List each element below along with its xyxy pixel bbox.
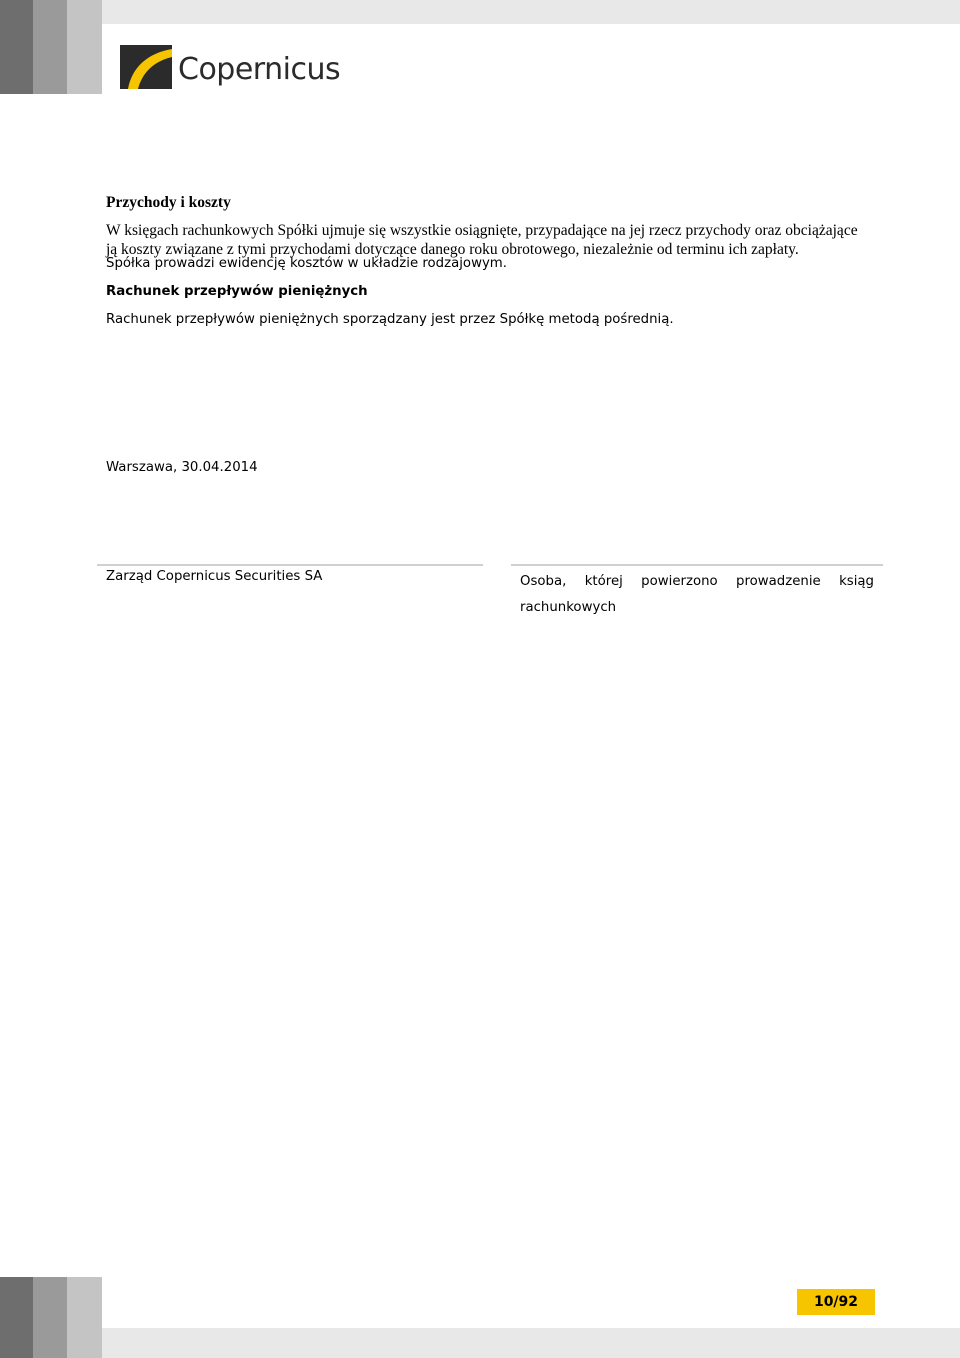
costs-paragraph: Spółka prowadzi ewidencję kosztów w układzie rodzajowym. (106, 256, 507, 271)
header-stripe-3 (67, 0, 102, 94)
accountant-signature-label: Osoba, której powierzono prowadzenie ksiąg rachunkowych (520, 574, 874, 615)
page-number-badge: 10/92 (797, 1289, 875, 1315)
footer-stripe-1 (0, 1277, 33, 1358)
footer-stripe-3 (67, 1277, 102, 1358)
header-bar (102, 0, 960, 24)
revenues-heading: Przychody i koszty (106, 194, 231, 211)
place-date: Warszawa, 30.04.2014 (106, 460, 258, 475)
company-logo (120, 45, 340, 95)
header-stripe-2 (33, 0, 67, 94)
revenues-paragraph (106, 221, 896, 259)
signature-line-right (511, 564, 883, 566)
cashflow-heading: Rachunek przepływów pieniężnych (106, 284, 368, 299)
revenues-paragraph-line-2: ją koszty związane z tymi przychodami dotyczące danego roku obrotowego, niezależnie od terminu ich zapłaty. (106, 241, 799, 258)
logo-wordmark: Copernicus (178, 52, 341, 87)
revenues-paragraph-line-1: W księgach rachunkowych Spółki ujmuje się wszystkie osiągnięte, przypadające na jej rzecz przychody oraz obciążające (106, 222, 858, 239)
logo-mark-icon (120, 45, 172, 89)
header-stripe-1 (0, 0, 33, 94)
board-signature-label: Zarząd Copernicus Securities SA (106, 569, 323, 584)
cashflow-paragraph: Rachunek przepływów pieniężnych sporządzany jest przez Spółkę metodą pośrednią. (106, 312, 674, 327)
footer-stripe-2 (33, 1277, 67, 1358)
footer-bar (102, 1328, 960, 1358)
signature-line-left (97, 564, 483, 566)
